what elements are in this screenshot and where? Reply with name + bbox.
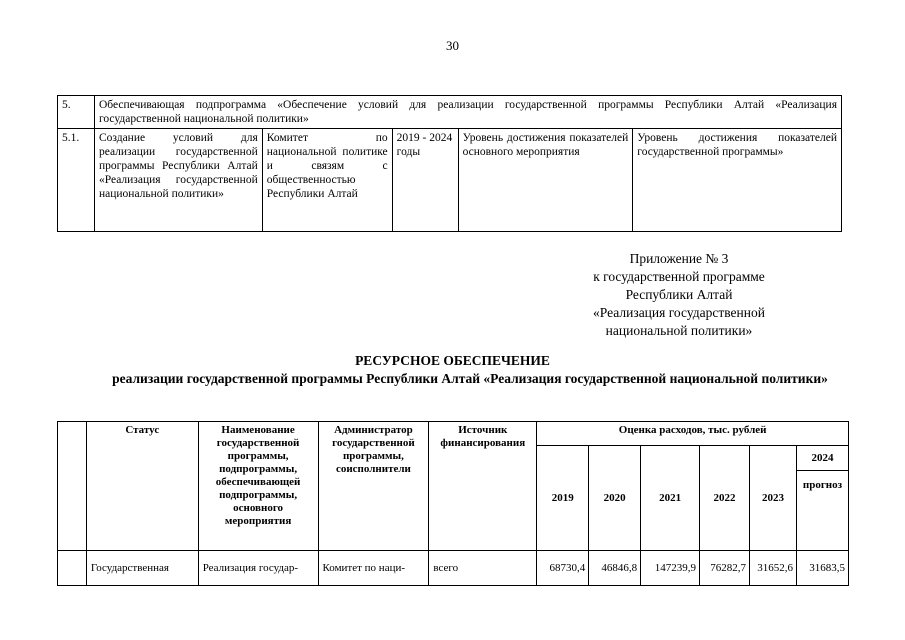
year-header: 2024: [796, 446, 848, 471]
year-header: 2021: [641, 446, 700, 551]
resource-table: [57, 421, 849, 586]
source-header: Источник финансирования: [429, 422, 537, 551]
resource-title: РЕСУРСНОЕ ОБЕСПЕЧЕНИЕ: [355, 353, 550, 368]
header-row: [58, 422, 849, 446]
status-cell: Государственная: [86, 551, 198, 586]
table-row: [58, 551, 849, 586]
name-header: Наименование государственной программы, подпрограммы, обеспечивающей подпрограммы, основного мероприятия: [198, 422, 318, 551]
row-number: 5.: [58, 96, 95, 129]
table-row: [58, 96, 842, 129]
page-number: 30: [446, 38, 459, 53]
row-number: 5.1.: [58, 129, 95, 232]
year-header: 2020: [589, 446, 641, 551]
value-cell: 46846,8: [589, 551, 641, 586]
activity-name: Создание условий для реализации государственной программы Республики Алтай «Реализация государственной национальной политики»: [94, 129, 262, 232]
appendix-line: национальной политики»: [605, 323, 753, 338]
activity-indicator: Уровень достижения показателей основного мероприятия: [458, 129, 633, 232]
source-cell: всего: [429, 551, 537, 586]
value-cell: 31683,5: [796, 551, 848, 586]
status-header: Статус: [86, 422, 198, 551]
table-row: [58, 129, 842, 232]
admin-header: Администратор государственной программы, соисполнители: [318, 422, 429, 551]
value-cell: 76282,7: [700, 551, 750, 586]
program-activities-table: [57, 95, 842, 232]
index-header-cell: [58, 422, 87, 551]
estimate-header: Оценка расходов, тыс. рублей: [537, 422, 849, 446]
year-header: 2022: [700, 446, 750, 551]
value-cell: 68730,4: [537, 551, 589, 586]
subprogram-title: Обеспечивающая подпрограмма «Обеспечение условий для реализации государственной программы Республики Алтай «Реализация государственной национальной политики»: [94, 96, 841, 129]
forecast-label: прогноз: [796, 471, 848, 551]
appendix-line: Республики Алтай: [625, 287, 733, 302]
appendix-line: Приложение № 3: [629, 251, 729, 266]
name-cell: Реализация государ-: [198, 551, 318, 586]
program-indicator: Уровень достижения показателей государственной программы»: [633, 129, 842, 232]
appendix-line: к государственной программе: [593, 269, 765, 284]
appendix-heading: [549, 250, 809, 340]
value-cell: 31652,6: [749, 551, 796, 586]
appendix-line: «Реализация государственной: [593, 305, 765, 320]
activity-period: 2019 - 2024 годы: [392, 129, 458, 232]
activity-executor: Комитет по национальной политике и связям с общественностью Республики Алтай: [262, 129, 392, 232]
index-cell: [58, 551, 87, 586]
year-header: 2019: [537, 446, 589, 551]
value-cell: 147239,9: [641, 551, 700, 586]
year-header: 2023: [749, 446, 796, 551]
admin-cell: Комитет по наци-: [318, 551, 429, 586]
resource-subtitle: реализации государственной программы Республики Алтай «Реализация государственной национальной политики»: [112, 371, 828, 386]
